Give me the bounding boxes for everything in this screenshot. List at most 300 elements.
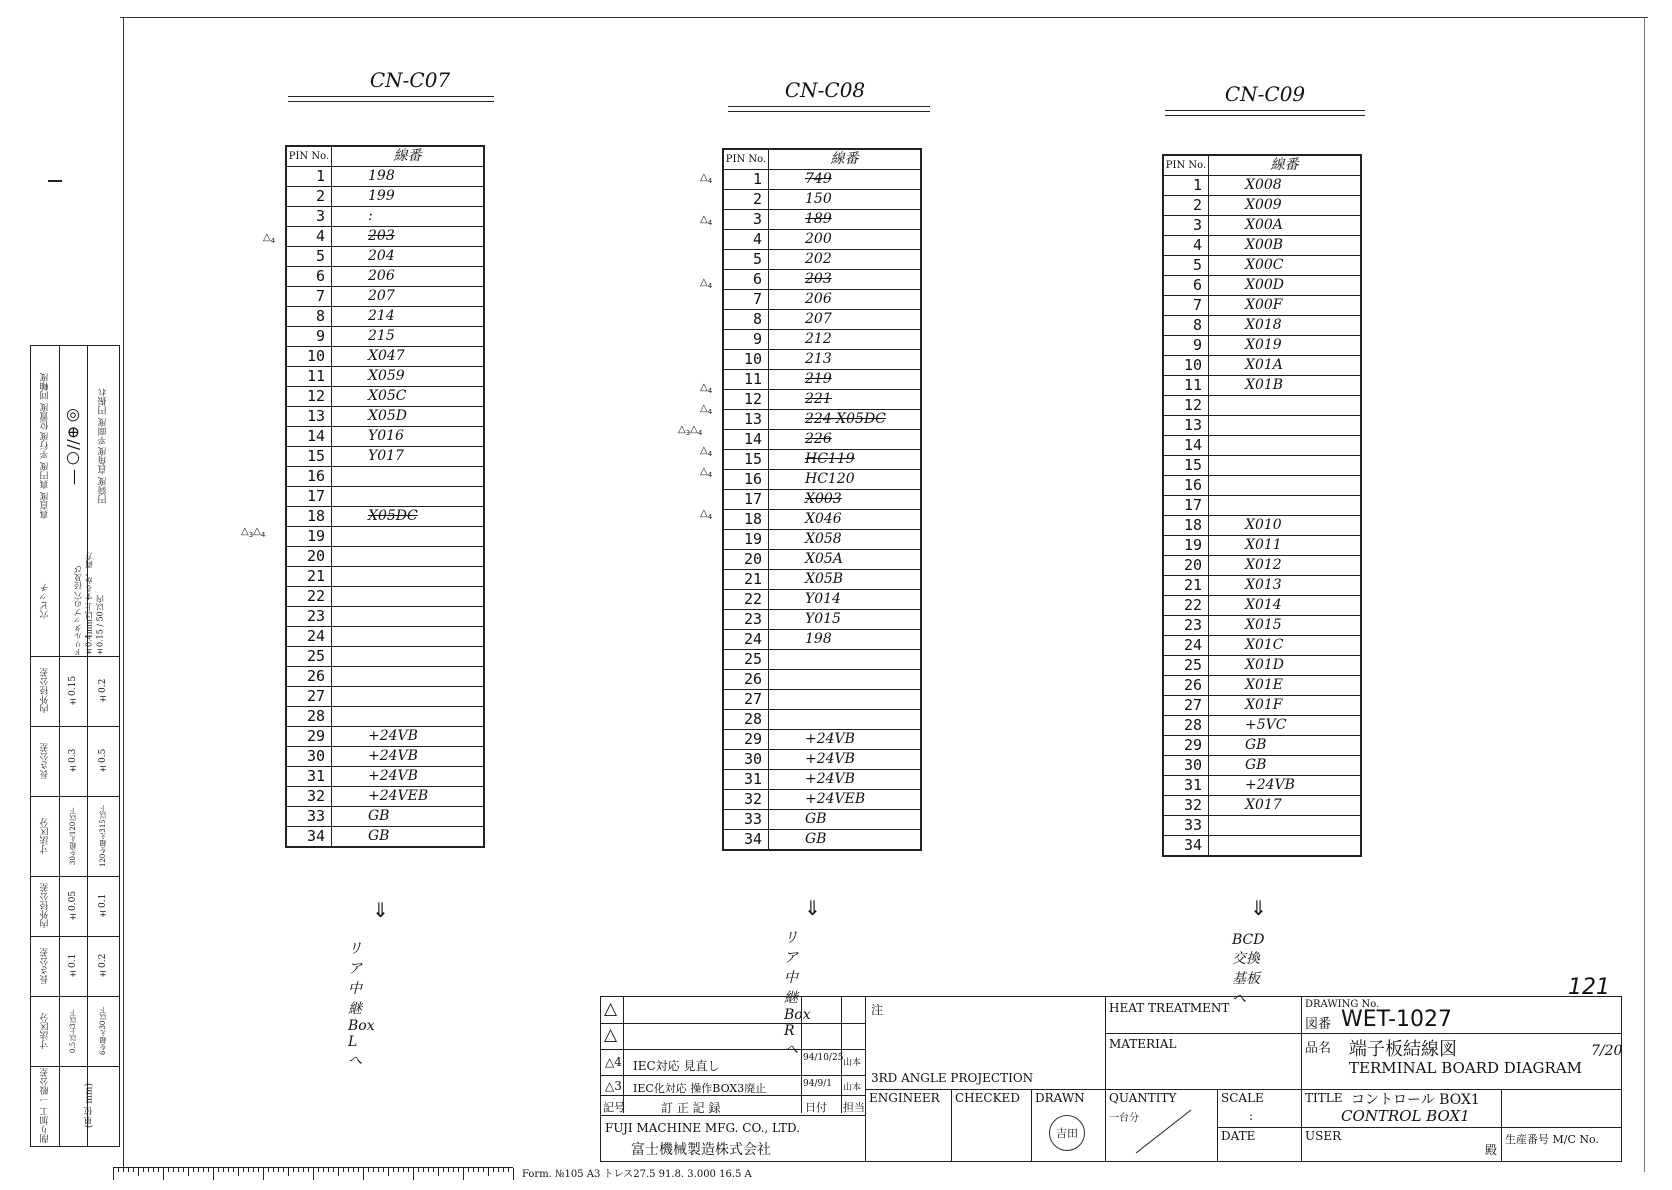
wire-number-text: HC119 (805, 451, 855, 467)
wire-number-text: GB (368, 828, 390, 844)
table-row (723, 330, 921, 350)
revision-number: 4 (707, 219, 713, 227)
table-row (286, 567, 484, 587)
ruler-tick (303, 1168, 304, 1172)
down-arrow-icon: ⇓ (1250, 896, 1267, 920)
ruler-tick (298, 1168, 299, 1172)
table-row (723, 790, 921, 810)
table-row (723, 610, 921, 630)
table-row (286, 627, 484, 647)
ruler-tick (208, 1168, 209, 1172)
pin-number: 22 (723, 590, 769, 610)
ruler-tick (163, 1168, 164, 1180)
ruler-tick (248, 1168, 249, 1172)
pin-number: 7 (1163, 296, 1209, 316)
wire-number-text: X01B (1245, 377, 1284, 393)
tb-divider (951, 1089, 952, 1161)
table-row (286, 587, 484, 607)
pin-number: 25 (1163, 656, 1209, 676)
ruler-tick (228, 1168, 229, 1172)
wire-number (1209, 836, 1362, 857)
wire-number (1209, 376, 1362, 396)
ruler-tick (403, 1168, 404, 1172)
wire-number-text: X01D (1245, 657, 1285, 673)
ruler-tick (513, 1168, 514, 1180)
table-row (1163, 396, 1361, 416)
revision-triangle-icon (700, 445, 712, 458)
length-tol-label-2: 長さ公差 (31, 936, 59, 997)
tb-hline (601, 1049, 865, 1050)
down-arrow-icon: ⇓ (372, 898, 389, 922)
table-row (723, 530, 921, 550)
pin-table (722, 148, 922, 851)
ruler-tick (283, 1168, 284, 1172)
triangle-glyph: △ (700, 214, 708, 225)
table-row (286, 787, 484, 807)
wire-number (332, 587, 485, 607)
table-row (286, 487, 484, 507)
wire-number (769, 330, 922, 350)
pin-number: 14 (723, 430, 769, 450)
wire-number (769, 350, 922, 370)
rev-date-3: 94/10/25 (803, 1053, 844, 1063)
ruler-tick (508, 1168, 509, 1172)
wire-number-text: 202 (805, 251, 832, 267)
wire-number (1209, 676, 1362, 696)
wire-number (1209, 636, 1362, 656)
table-row (1163, 416, 1361, 436)
pin-number: 7 (286, 287, 332, 307)
wire-number (332, 787, 485, 807)
table-row (286, 187, 484, 207)
wire-number (769, 530, 922, 550)
title-underline (288, 96, 494, 102)
wire-number-text: 214 (368, 308, 395, 324)
ruler-tick (178, 1168, 179, 1172)
wire-number (1209, 716, 1362, 736)
table-row (723, 570, 921, 590)
ruler-tick (368, 1168, 369, 1172)
table-row (1163, 356, 1361, 376)
ruler-tick (328, 1168, 329, 1172)
ruler-tick (143, 1168, 144, 1172)
revision-number: 4 (707, 471, 713, 479)
length-tol-b: ±0.5 (87, 726, 119, 797)
tb-divider (1031, 1089, 1032, 1161)
revision-number: 3 (685, 429, 691, 437)
wire-number-text: +24VEB (368, 788, 429, 804)
table-row (1163, 816, 1361, 836)
pin-number: 19 (723, 530, 769, 550)
triangle-glyph: △ (700, 172, 708, 183)
table-row (286, 827, 484, 848)
wire-number-text: +24VB (368, 748, 418, 764)
table-row (723, 690, 921, 710)
ruler-tick (428, 1168, 429, 1172)
rev-header-text: 訂 正 記 録 (661, 1101, 721, 1115)
pin-number: 26 (286, 667, 332, 687)
table-row (723, 450, 921, 470)
ruler-tick (468, 1168, 469, 1172)
pin-number: 26 (1163, 676, 1209, 696)
wire-header: 線番 (332, 146, 485, 167)
ruler-tick (413, 1168, 414, 1180)
quantity-sub: 一台分 (1109, 1113, 1139, 1124)
wire-number (769, 230, 922, 250)
ruler-tick (113, 1168, 114, 1180)
wire-number-text: X017 (1245, 797, 1282, 813)
wire-number (332, 287, 485, 307)
wire-number (769, 370, 922, 390)
tb-hline (601, 1115, 865, 1116)
wire-number (769, 490, 922, 510)
wire-number-text: X008 (1245, 177, 1282, 193)
pin-number: 9 (286, 327, 332, 347)
wire-number (1209, 496, 1362, 516)
table-row (286, 327, 484, 347)
pin-header: PIN No. (723, 149, 769, 170)
ruler-tick (173, 1168, 174, 1172)
wire-number-text: X010 (1245, 517, 1282, 533)
pin-number: 31 (286, 767, 332, 787)
pin-number: 33 (286, 807, 332, 827)
wire-number (1209, 736, 1362, 756)
table-row (723, 270, 921, 290)
table-row (723, 310, 921, 330)
pin-number: 23 (286, 607, 332, 627)
ruler-tick (423, 1168, 424, 1172)
table-row (723, 390, 921, 410)
wire-number-text: GB (368, 808, 390, 824)
revision-number: 4 (707, 177, 713, 185)
wire-number-text: X01F (1245, 697, 1283, 713)
wire-number-text: 203 (368, 228, 395, 244)
table-row (1163, 836, 1361, 857)
wire-number-text: GB (1245, 737, 1267, 753)
ruler-tick (343, 1168, 344, 1172)
wire-number (1209, 756, 1362, 776)
wire-number-text: X018 (1245, 317, 1282, 333)
pin-number: 2 (286, 187, 332, 207)
length-tol-d: ±0.2 (87, 936, 119, 997)
wire-number (332, 267, 485, 287)
tb-hline (1301, 1033, 1621, 1034)
drawing-no-label: DRAWING No. (1305, 999, 1380, 1010)
table-row (1163, 236, 1361, 256)
table-row (1163, 256, 1361, 276)
wire-number (769, 710, 922, 730)
sheet-number: 7/20 (1591, 1043, 1623, 1059)
triangle-glyph: △ (263, 232, 271, 243)
size-range-c: 0.5以上3以下 (59, 996, 87, 1067)
wire-number (332, 407, 485, 427)
rev-mark-1: △ (604, 999, 618, 1019)
table-row (286, 467, 484, 487)
wire-number (1209, 396, 1362, 416)
wire-number (1209, 816, 1362, 836)
wire-number-text: X019 (1245, 337, 1282, 353)
pin-number: 5 (286, 247, 332, 267)
triangle-glyph: △ (700, 445, 708, 456)
pin-number: 28 (286, 707, 332, 727)
triangle-glyph: △ (690, 424, 698, 435)
size-range-a: 30を超え120以下 (59, 796, 87, 877)
wire-number-text: +24VB (805, 731, 855, 747)
ruler-tick (193, 1168, 194, 1172)
rev-by-4: 山本 (843, 1083, 862, 1093)
pin-number: 14 (1163, 436, 1209, 456)
pin-number: 24 (286, 627, 332, 647)
pin-number: 10 (1163, 356, 1209, 376)
revision-triangle-icon (700, 466, 712, 479)
margin-dash (48, 180, 62, 182)
revision-triangle-icon (700, 508, 712, 521)
rev-mark-2: △ (604, 1025, 618, 1045)
ruler-tick (273, 1168, 274, 1172)
wire-number (1209, 776, 1362, 796)
wire-number-text: X00C (1245, 257, 1284, 273)
name-en: TERMINAL BOARD DIAGRAM (1349, 1059, 1582, 1077)
table-row (723, 590, 921, 610)
wire-number (1209, 176, 1362, 196)
pin-number: 3 (1163, 216, 1209, 236)
table-row (1163, 456, 1361, 476)
pin-number: 30 (723, 750, 769, 770)
table-row (1163, 376, 1361, 396)
pin-number: 28 (1163, 716, 1209, 736)
pin-number: 29 (723, 730, 769, 750)
pin-number: 16 (1163, 476, 1209, 496)
triangle-glyph: △ (700, 382, 708, 393)
table-row (286, 227, 484, 247)
user-label: USER (1305, 1129, 1342, 1143)
date-label: DATE (1221, 1129, 1256, 1143)
wire-number-text: X013 (1245, 577, 1282, 593)
ruler-tick (363, 1168, 364, 1180)
rev-by-3: 山本 (843, 1058, 862, 1068)
table-row (286, 387, 484, 407)
ruler-tick (453, 1168, 454, 1172)
ruler-tick (438, 1168, 439, 1176)
ruler-tick (393, 1168, 394, 1172)
table-row (286, 647, 484, 667)
wire-number (332, 567, 485, 587)
ruler-tick (493, 1168, 494, 1172)
wire-number-text: X00F (1245, 297, 1283, 313)
revision-number: 4 (707, 513, 713, 521)
revision-triangle-icon (700, 403, 712, 416)
wire-number (332, 367, 485, 387)
hole-pitch-label: 穴ピッチ (31, 546, 59, 657)
projection-label: 3RD ANGLE PROJECTION (871, 1071, 1034, 1085)
pin-number: 25 (286, 647, 332, 667)
table-row (1163, 496, 1361, 516)
wire-number (1209, 436, 1362, 456)
table-row (286, 807, 484, 827)
pin-number: 11 (1163, 376, 1209, 396)
wire-number-text: +24VB (1245, 777, 1295, 793)
wire-number-text: 212 (805, 331, 832, 347)
wire-number (332, 827, 485, 848)
pin-number: 13 (1163, 416, 1209, 436)
table-row (1163, 316, 1361, 336)
table-row (1163, 716, 1361, 736)
tolerance-strip (30, 345, 120, 1147)
form-line: Form. №105 A3 トレス27.5 91.8. 3.000 16.5 A (522, 1169, 752, 1180)
wire-number-text: Y016 (368, 428, 404, 444)
ruler-tick (313, 1168, 314, 1180)
ruler-tick (148, 1168, 149, 1172)
ruler-tick (198, 1168, 199, 1172)
wire-number (769, 450, 922, 470)
ruler-tick (378, 1168, 379, 1172)
wire-number-text: GB (1245, 757, 1267, 773)
ruler-tick (183, 1168, 184, 1172)
wire-number-text: X01E (1245, 677, 1284, 693)
ruler-tick (398, 1168, 399, 1172)
wire-number (332, 447, 485, 467)
wire-number (332, 387, 485, 407)
ruler-tick (348, 1168, 349, 1172)
ruler-tick (123, 1168, 124, 1172)
geom-labels-col: 真直度 真円度 平行度 位置度 同軸度 (40, 372, 51, 520)
pin-number: 12 (1163, 396, 1209, 416)
wire-number (332, 727, 485, 747)
wire-number-text: 215 (368, 328, 395, 344)
wire-number-text: 206 (368, 268, 395, 284)
wire-number (332, 187, 485, 207)
table-row (286, 407, 484, 427)
table-row (1163, 176, 1361, 196)
pin-number: 16 (723, 470, 769, 490)
wire-number (769, 670, 922, 690)
wire-number (332, 767, 485, 787)
rev-date-4: 94/9/1 (803, 1079, 832, 1089)
pin-number: 8 (1163, 316, 1209, 336)
pin-number: 4 (1163, 236, 1209, 256)
wire-number-text: 207 (368, 288, 395, 304)
ruler-tick (488, 1168, 489, 1176)
pin-number: 19 (1163, 536, 1209, 556)
pin-number: 6 (723, 270, 769, 290)
ruler-tick (218, 1168, 219, 1172)
table-row (723, 350, 921, 370)
table-row (286, 607, 484, 627)
inner-tol-label-2: 内外径公差 (31, 876, 59, 937)
pin-header: PIN No. (1163, 155, 1209, 176)
pin-number: 17 (286, 487, 332, 507)
frame-top-line (120, 17, 1648, 18)
user-suffix: 殿 (1485, 1143, 1498, 1157)
ruler-tick (133, 1168, 134, 1172)
note-label: 注 (871, 1003, 884, 1017)
wire-number-text: 226 (805, 431, 832, 447)
wire-number (769, 390, 922, 410)
tb-hline (601, 1023, 865, 1024)
wire-number (769, 250, 922, 270)
ruler-tick (223, 1168, 224, 1172)
length-tol-a: ±0.3 (59, 726, 87, 797)
wire-number (1209, 236, 1362, 256)
ruler-tick (128, 1168, 129, 1172)
wire-number-text: 189 (805, 211, 832, 227)
wire-number-text: Y017 (368, 448, 404, 464)
pin-number: 10 (286, 347, 332, 367)
table-row (723, 750, 921, 770)
wire-number (332, 687, 485, 707)
table-row (723, 710, 921, 730)
wire-number (1209, 656, 1362, 676)
revision-triangle-icon (241, 526, 265, 539)
pin-number: 34 (286, 827, 332, 848)
quantity-label: QUANTITY (1109, 1091, 1177, 1105)
tb-hline (1301, 1127, 1621, 1128)
table-row (723, 250, 921, 270)
wire-number (1209, 296, 1362, 316)
pin-number: 17 (723, 490, 769, 510)
wire-number (769, 810, 922, 830)
pin-number: 1 (723, 170, 769, 190)
scale-ruler (113, 1167, 513, 1182)
wire-number (769, 310, 922, 330)
wire-number (1209, 616, 1362, 636)
pin-number: 14 (286, 427, 332, 447)
tb-divider (1301, 997, 1302, 1161)
wire-number (332, 247, 485, 267)
ruler-tick (268, 1168, 269, 1172)
wire-number (1209, 216, 1362, 236)
wire-number-text: +5VC (1245, 717, 1287, 733)
wire-number (769, 270, 922, 290)
wire-number-text: GB (805, 811, 827, 827)
ruler-tick (158, 1168, 159, 1172)
table-row (723, 670, 921, 690)
pin-number: 7 (723, 290, 769, 310)
pin-number: 32 (1163, 796, 1209, 816)
wire-number-text: X05DC (368, 508, 418, 524)
title-jp: コントロール BOX1 (1351, 1092, 1480, 1108)
wire-number-text: 198 (368, 168, 395, 184)
wire-number-text: X01C (1245, 637, 1284, 653)
pin-number: 8 (286, 307, 332, 327)
pin-number: 5 (1163, 256, 1209, 276)
frame-right-line (1644, 17, 1645, 1172)
table-row (286, 427, 484, 447)
table-row (723, 210, 921, 230)
drawing-no: WET-1027 (1341, 1007, 1452, 1032)
table-row (1163, 216, 1361, 236)
pin-number: 30 (286, 747, 332, 767)
wire-number-text: 203 (805, 271, 832, 287)
table-row (286, 347, 484, 367)
ruler-tick (293, 1168, 294, 1172)
wire-number-text: X01A (1245, 357, 1283, 373)
pin-number: 34 (1163, 836, 1209, 857)
wire-number-text: 204 (368, 248, 395, 264)
table-row (723, 550, 921, 570)
revision-number: 4 (697, 429, 703, 437)
ruler-tick (373, 1168, 374, 1172)
wire-number (1209, 536, 1362, 556)
wire-number-text: : (368, 208, 373, 224)
pin-table (1162, 154, 1362, 857)
wire-number-text: 207 (805, 311, 832, 327)
title-underline (1165, 110, 1365, 116)
tb-divider (1105, 997, 1106, 1161)
ruler-tick (138, 1168, 139, 1176)
revision-triangle-icon (700, 277, 712, 290)
wire-number (1209, 796, 1362, 816)
